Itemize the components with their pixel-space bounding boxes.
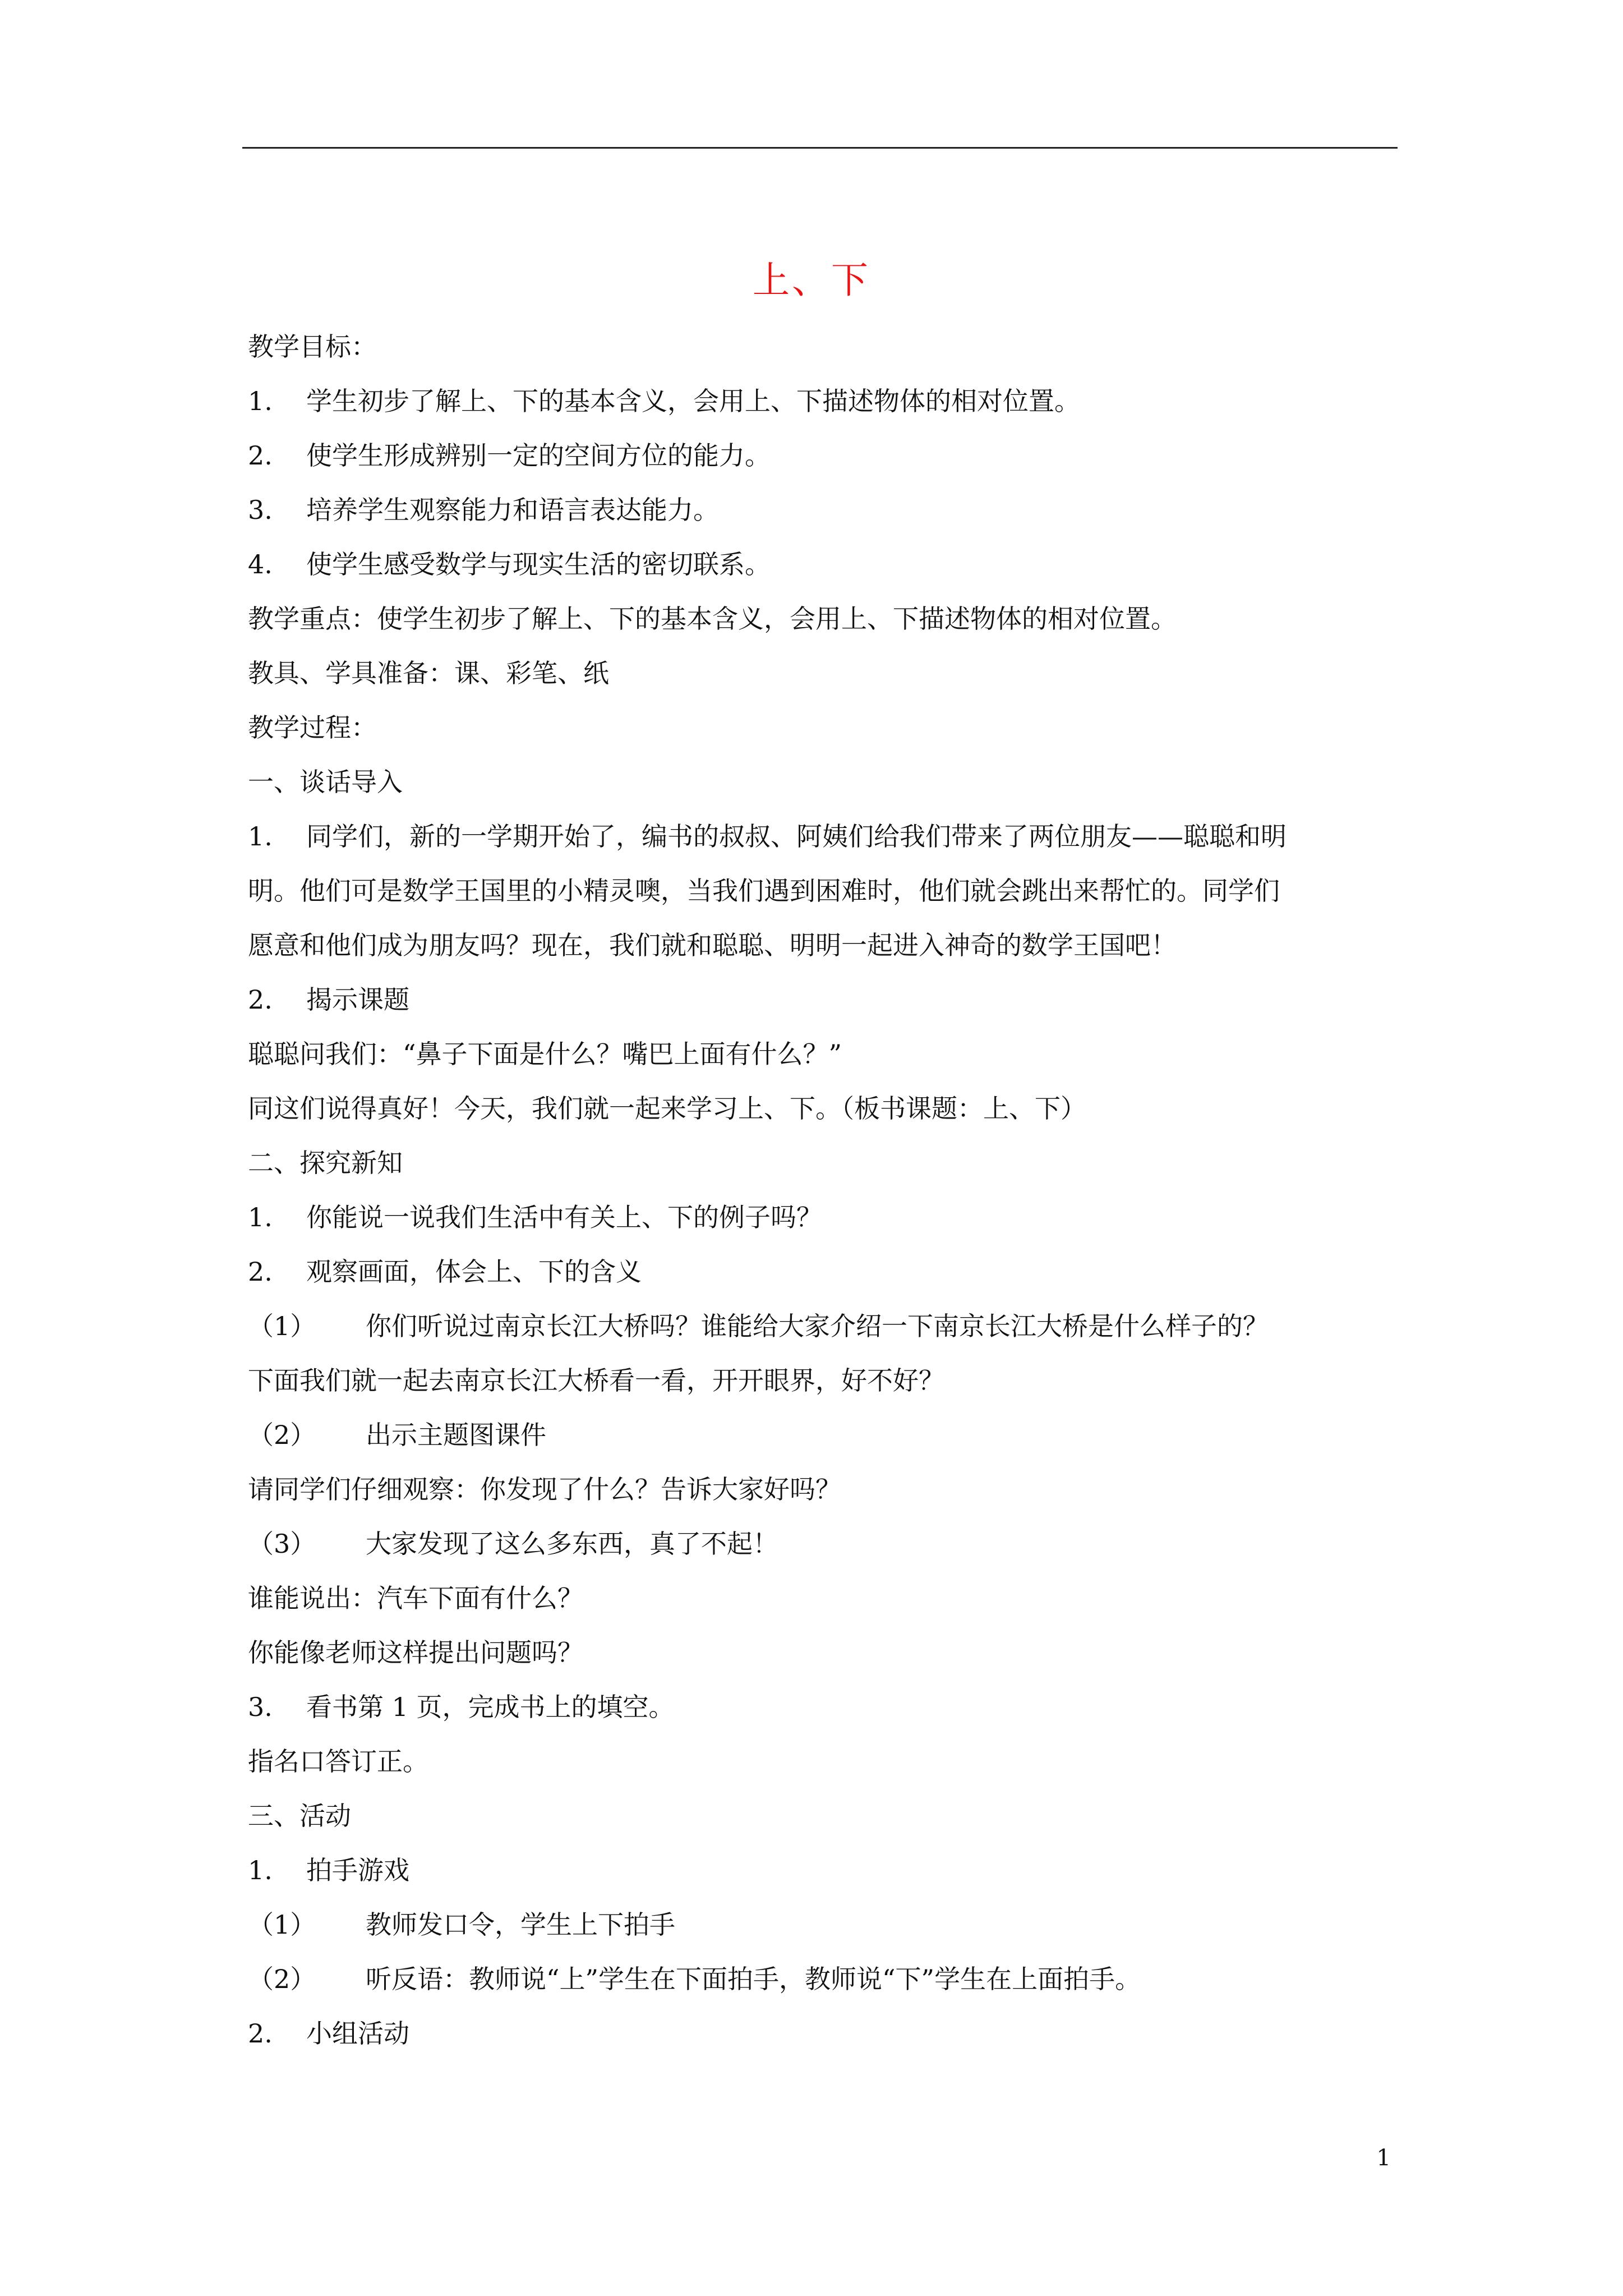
list-number: 1. <box>248 1202 273 1232</box>
sub-item-marker: （2） <box>248 1420 316 1450</box>
header-rule <box>242 147 1398 149</box>
text-line <box>248 1952 1392 2007</box>
list-number: 2. <box>248 440 273 471</box>
line-text: 你能像老师这样提出问题吗？ <box>248 1637 583 1668</box>
sub-item-marker: （2） <box>248 1964 316 1994</box>
line-text: 你们听说过南京长江大桥吗？谁能给大家介绍一下南京长江大桥是什么样子的？ <box>366 1311 1269 1341</box>
line-text: 二、探究新知 <box>248 1148 403 1178</box>
line-text: 教学重点：使学生初步了解上、下的基本含义，会用上、下描述物体的相对位置。 <box>248 604 1177 634</box>
sub-item-marker: （1） <box>248 1910 316 1940</box>
line-text: 你能说一说我们生活中有关上、下的例子吗？ <box>306 1202 822 1232</box>
line-text: 三、活动 <box>248 1801 351 1831</box>
text-line <box>248 1626 1392 1680</box>
line-text: 小组活动 <box>306 2018 409 2049</box>
line-text: 揭示课题 <box>306 984 409 1015</box>
list-number: 1. <box>248 821 273 852</box>
text-line <box>248 537 1392 592</box>
text-line <box>248 1843 1392 1898</box>
line-text: 看书第 1 页，完成书上的填空。 <box>306 1692 675 1722</box>
sub-item-marker: （1） <box>248 1311 316 1341</box>
list-number: 1. <box>248 1855 273 1885</box>
text-line <box>248 918 1392 973</box>
text-line <box>248 1299 1392 1354</box>
line-text: 教学目标： <box>248 332 377 362</box>
text-line <box>248 1082 1392 1136</box>
text-line <box>248 1245 1392 1299</box>
line-text: 同学们，新的一学期开始了，编书的叔叔、阿姨们给我们带来了两位朋友——聪聪和明 <box>306 821 1287 852</box>
text-line <box>248 1898 1392 1952</box>
line-text: 使学生感受数学与现实生活的密切联系。 <box>306 549 771 579</box>
list-number: 2. <box>248 2018 273 2049</box>
list-number: 2. <box>248 984 273 1015</box>
text-line <box>248 374 1392 429</box>
text-line <box>248 592 1392 646</box>
line-text: 学生初步了解上、下的基本含义，会用上、下描述物体的相对位置。 <box>306 386 1080 416</box>
text-line <box>248 864 1392 918</box>
text-line <box>248 1462 1392 1517</box>
text-line <box>248 973 1392 1027</box>
line-text: 下面我们就一起去南京长江大桥看一看，开开眼界，好不好？ <box>248 1365 944 1396</box>
text-line <box>248 1734 1392 1789</box>
text-line <box>248 483 1392 537</box>
line-text: 拍手游戏 <box>306 1855 409 1885</box>
line-text: 同这们说得真好！今天，我们就一起来学习上、下。（板书课题：上、下） <box>248 1093 1086 1124</box>
line-text: 教师发口令，学生上下拍手 <box>366 1910 675 1940</box>
text-line <box>248 429 1392 483</box>
text-line <box>248 1680 1392 1734</box>
line-text: 听反语：教师说“上”学生在下面拍手，教师说“下”学生在上面拍手。 <box>366 1964 1141 1994</box>
list-number: 3. <box>248 1692 273 1722</box>
list-number: 2. <box>248 1257 273 1287</box>
line-text: 明。他们可是数学王国里的小精灵噢，当我们遇到困难时，他们就会跳出来帮忙的。同学们 <box>248 876 1280 906</box>
text-line <box>248 1190 1392 1245</box>
text-line <box>248 1354 1392 1408</box>
text-line <box>248 1571 1392 1626</box>
line-text: 愿意和他们成为朋友吗？现在，我们就和聪聪、明明一起进入神奇的数学王国吧！ <box>248 930 1177 960</box>
text-line <box>248 755 1392 809</box>
text-line <box>248 809 1392 864</box>
document-body <box>248 320 1392 2061</box>
line-text: 使学生形成辨别一定的空间方位的能力。 <box>306 440 771 471</box>
text-line <box>248 701 1392 755</box>
line-text: 教学过程： <box>248 712 377 743</box>
text-line <box>248 1136 1392 1190</box>
line-text: 培养学生观察能力和语言表达能力。 <box>306 495 719 525</box>
list-number: 3. <box>248 495 273 525</box>
text-line <box>248 1789 1392 1843</box>
text-line <box>248 1027 1392 1082</box>
line-text: 一、谈话导入 <box>248 767 403 797</box>
text-line <box>248 2007 1392 2061</box>
text-line <box>248 1408 1392 1462</box>
document-title: 上、下 <box>753 259 870 302</box>
line-text: 大家发现了这么多东西，真了不起！ <box>366 1529 778 1559</box>
line-text: 聪聪问我们：“鼻子下面是什么？嘴巴上面有什么？” <box>248 1039 842 1069</box>
line-text: 指名口答订正。 <box>248 1746 428 1777</box>
line-text: 观察画面，体会上、下的含义 <box>306 1257 642 1287</box>
page-number: 1 <box>1376 2145 1391 2171</box>
text-line <box>248 320 1392 374</box>
list-number: 1. <box>248 386 273 416</box>
list-number: 4. <box>248 549 273 579</box>
line-text: 谁能说出：汽车下面有什么？ <box>248 1583 583 1613</box>
text-line <box>248 1517 1392 1571</box>
line-text: 请同学们仔细观察：你发现了什么？告诉大家好吗？ <box>248 1474 841 1504</box>
line-text: 教具、学具准备：课、彩笔、纸 <box>248 658 609 688</box>
text-line <box>248 646 1392 701</box>
line-text: 出示主题图课件 <box>366 1420 546 1450</box>
sub-item-marker: （3） <box>248 1529 316 1559</box>
